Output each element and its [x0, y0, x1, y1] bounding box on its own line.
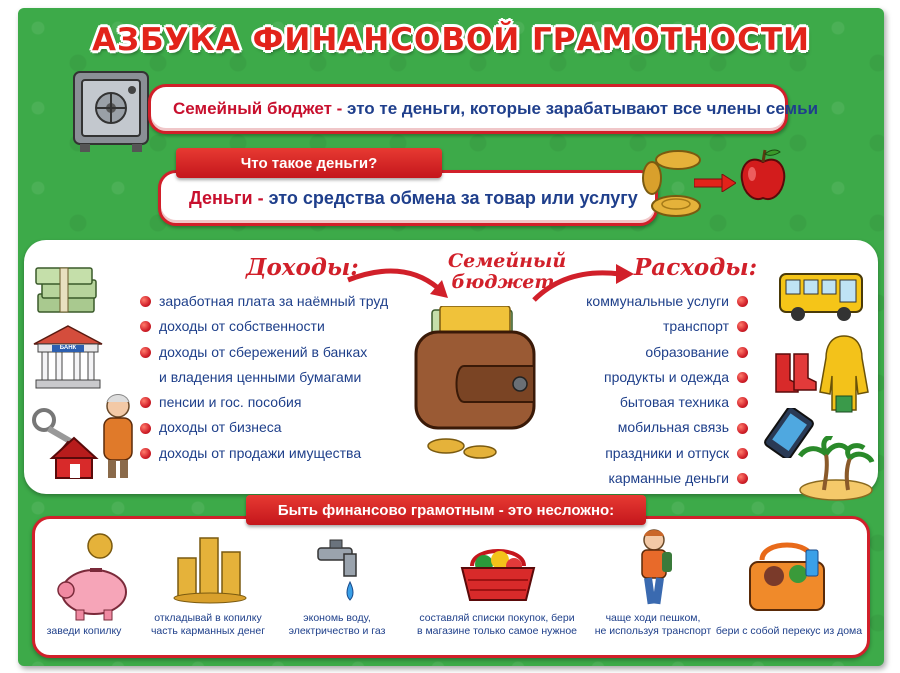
- tip-walk-more: чаще ходи пешком, не используя транспорт: [594, 612, 712, 637]
- bullet-icon: [140, 296, 151, 307]
- income-item: доходы от продажи имущества: [140, 441, 388, 466]
- bank-icon: [32, 324, 104, 390]
- apple-icon: [738, 146, 788, 204]
- income-item-continuation: и владения ценными бумагами: [159, 368, 362, 385]
- bank-label: БАНК: [59, 345, 77, 351]
- expense-item: бытовая техника: [586, 390, 748, 415]
- lunchbox-icon: [742, 530, 832, 616]
- grandmother-icon: [96, 392, 140, 484]
- income-item: доходы от собственности: [140, 314, 388, 339]
- bullet-icon: [140, 347, 151, 358]
- wallet-icon: [406, 306, 546, 466]
- coin-pile-icon: [170, 528, 250, 604]
- expense-list: [586, 289, 748, 491]
- income-item: пенсии и гос. пособия: [140, 390, 388, 415]
- safe-icon: [70, 68, 152, 156]
- money-stack-icon: [34, 264, 100, 320]
- tip-save-pocket-money: откладывай в копилку часть карманных денег: [150, 612, 266, 637]
- bullet-icon: [737, 473, 748, 484]
- family-budget-term: Семейный бюджет: [173, 99, 332, 118]
- tip-take-snack: бери с собой перекус из дома: [715, 625, 863, 637]
- tip-piggy-bank: заведи копилку: [46, 625, 122, 637]
- income-item: доходы от бизнеса: [140, 415, 388, 440]
- expense-item: коммунальные услуги: [586, 289, 748, 314]
- money-ribbon: Что такое деньги?: [176, 148, 442, 178]
- raincoat-icon: [816, 332, 872, 416]
- palm-island-icon: [794, 436, 876, 502]
- expense-item: образование: [586, 340, 748, 365]
- bullet-icon: [140, 321, 151, 332]
- income-heading: Доходы:: [246, 254, 359, 281]
- arrow-right-icon: [694, 174, 736, 192]
- money-definition: [158, 170, 658, 226]
- money-text: это средства обмена за товар или услугу: [268, 187, 638, 208]
- keys-house-icon: [26, 402, 102, 482]
- income-item: доходы от сбережений в банках: [140, 340, 388, 365]
- basket-icon: [458, 542, 538, 604]
- bullet-icon: [737, 347, 748, 358]
- expense-item: мобильная связь: [586, 415, 748, 440]
- tip-save-utilities: экономь воду, электричество и газ: [288, 612, 386, 637]
- expense-item: транспорт: [586, 314, 748, 339]
- bullet-icon: [737, 372, 748, 383]
- tip-shopping-list: составляй списки покупок, бери в магазине только самое нужное: [416, 612, 578, 637]
- tips-ribbon: Быть финансово грамотным - это несложно:: [246, 495, 646, 525]
- expense-heading: Расходы:: [634, 254, 758, 281]
- piggy-bank-icon: [54, 530, 134, 622]
- walking-boy-icon: [628, 528, 678, 610]
- poster-title: АЗБУКА ФИНАНСОВОЙ ГРАМОТНОСТИ: [91, 22, 810, 58]
- income-item: заработная плата за наёмный труд: [140, 289, 388, 314]
- bullet-icon: [140, 423, 151, 434]
- expense-item: продукты и одежда: [586, 365, 748, 390]
- poster: [18, 8, 884, 666]
- money-separator: -: [252, 187, 269, 208]
- bullet-icon: [737, 423, 748, 434]
- family-budget-heading-line2: бюджет: [451, 271, 555, 293]
- bullet-icon: [737, 397, 748, 408]
- bullet-icon: [737, 448, 748, 459]
- bullet-icon: [737, 321, 748, 332]
- family-budget-text: это те деньги, которые зарабатывают все члены семьи: [347, 99, 819, 118]
- expense-item: карманные деньги: [586, 466, 748, 491]
- family-budget-separator: -: [331, 99, 348, 118]
- bullet-icon: [737, 296, 748, 307]
- bullet-icon: [140, 448, 151, 459]
- bus-icon: [776, 270, 866, 324]
- boots-icon: [772, 352, 818, 394]
- family-budget-heading-line1: Семейный: [448, 250, 567, 272]
- money-term: Деньги: [189, 187, 253, 208]
- income-list: [140, 289, 388, 466]
- bullet-icon: [140, 397, 151, 408]
- faucet-icon: [316, 538, 376, 606]
- family-budget-definition: [148, 84, 819, 134]
- expense-item: праздники и отпуск: [586, 441, 748, 466]
